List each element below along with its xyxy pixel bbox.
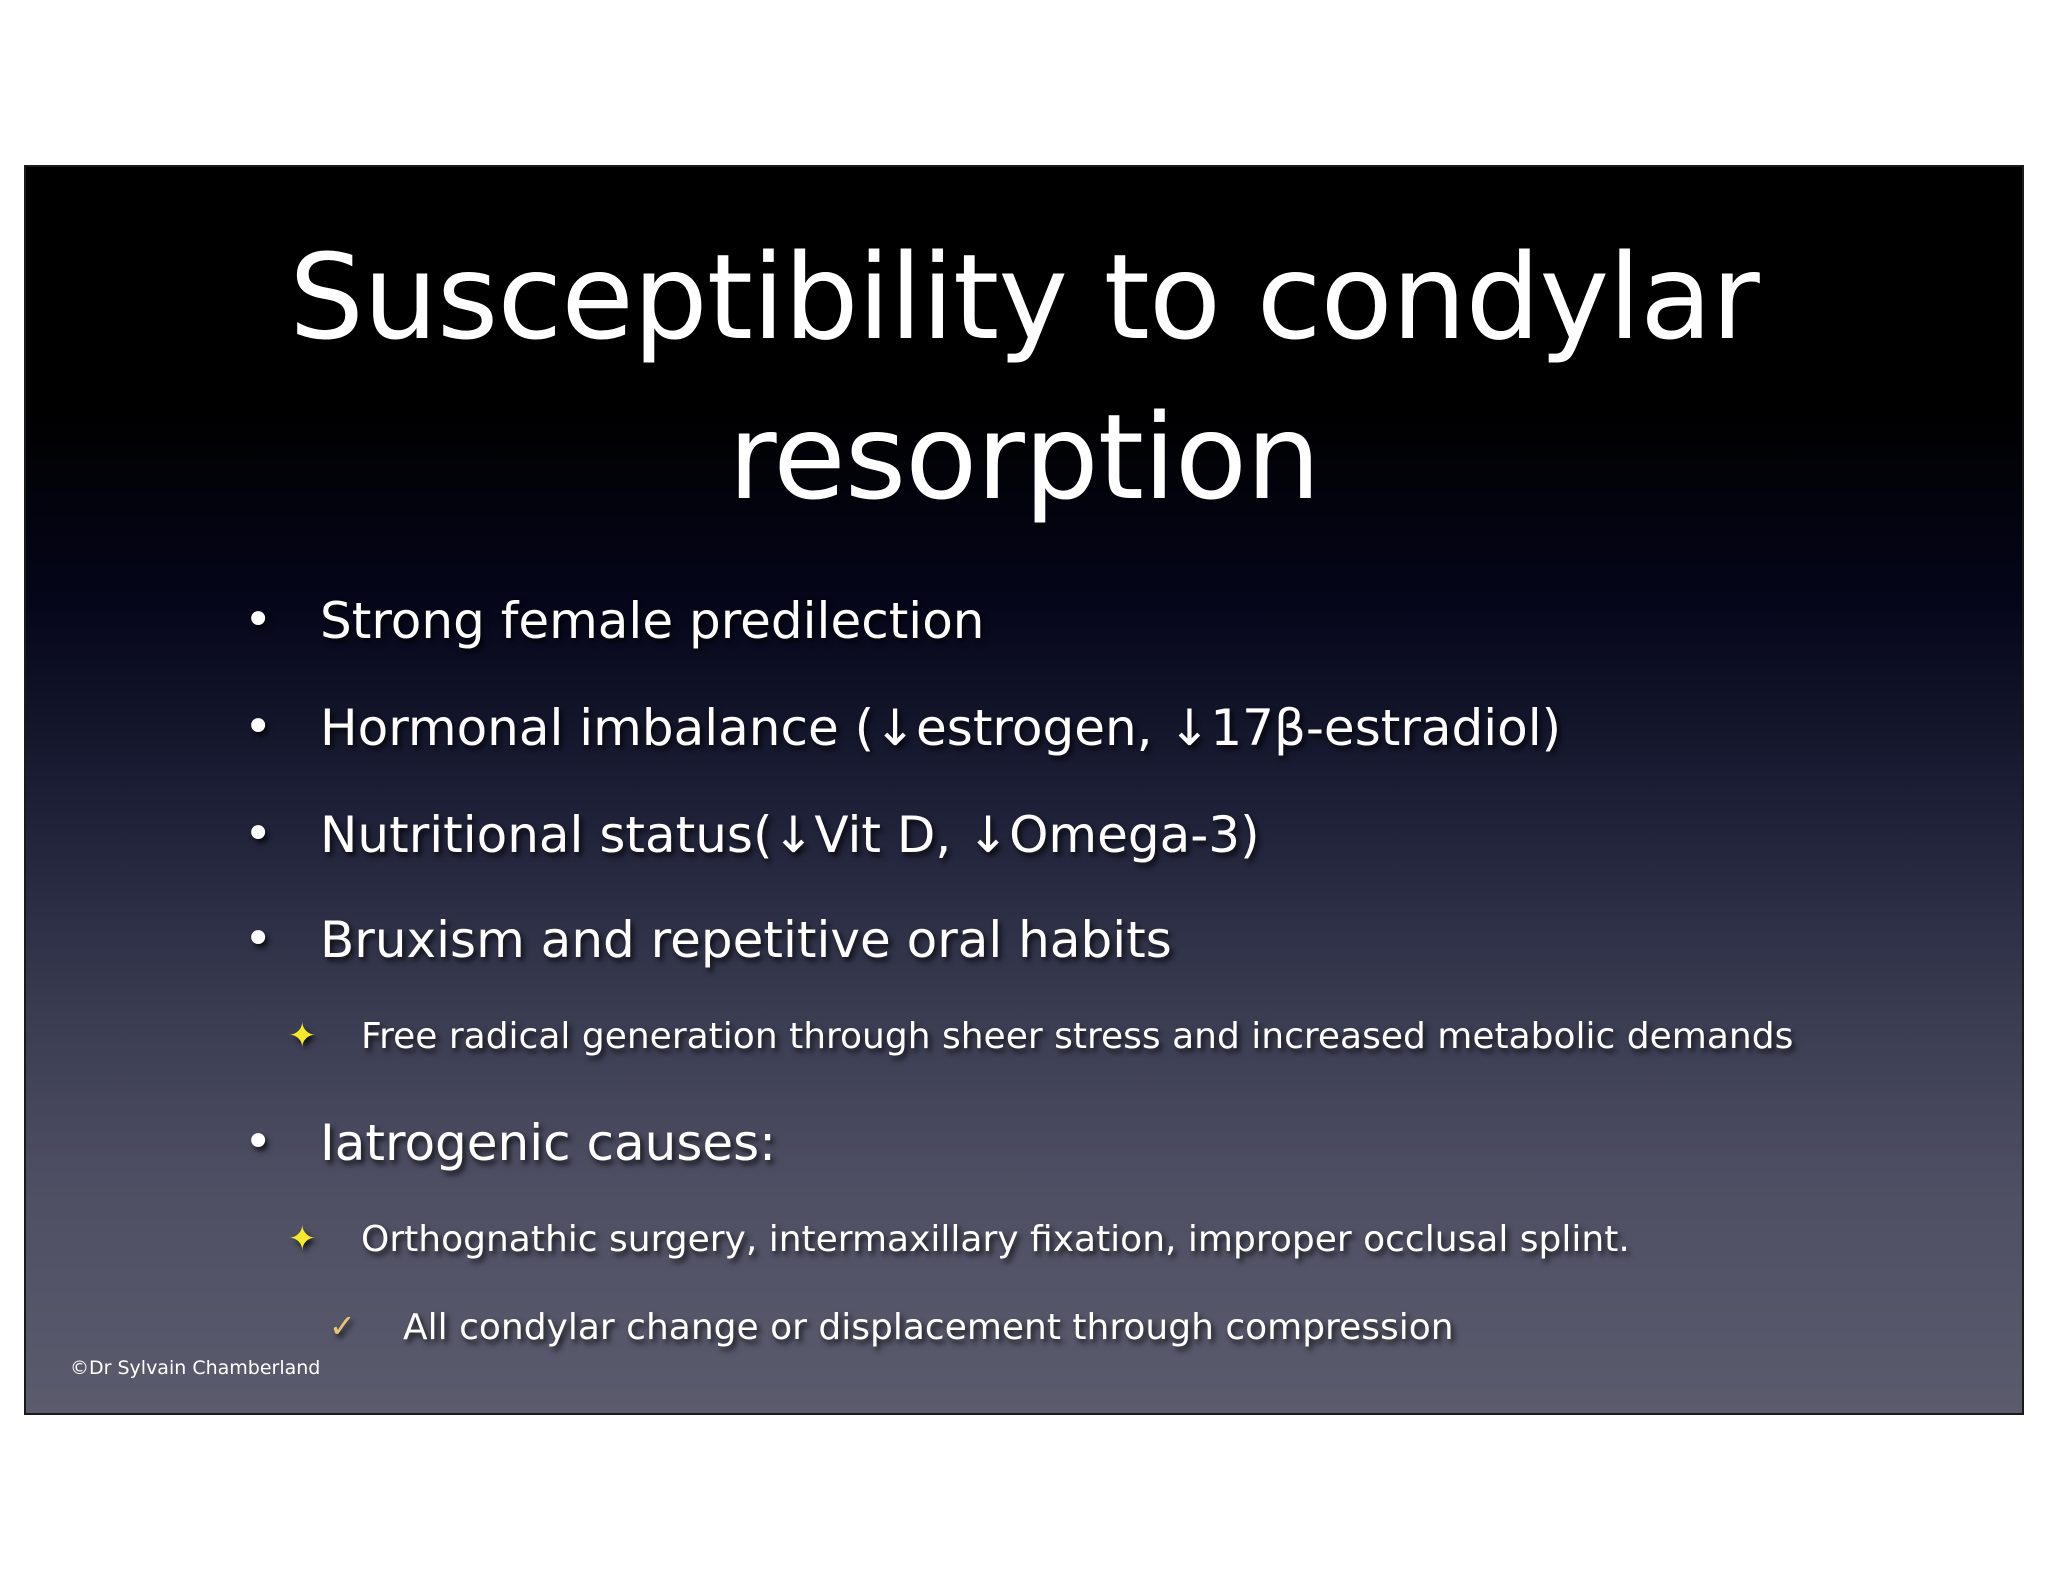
copyright-notice: ©Dr Sylvain Chamberland xyxy=(70,1357,321,1379)
slide xyxy=(24,165,2024,1415)
star-bullet-icon: ✦ xyxy=(288,1016,317,1056)
bullet-dot-icon: • xyxy=(244,699,273,755)
star-bullet-icon: ✦ xyxy=(288,1219,317,1259)
slide-title xyxy=(26,217,2022,537)
bullet-dot-icon: • xyxy=(244,911,273,967)
bullet-text: Bruxism and repetitive oral habits xyxy=(320,911,1172,969)
bullet-dot-icon: • xyxy=(244,1114,273,1170)
bullet-text: Iatrogenic causes: xyxy=(320,1114,777,1172)
title-line-2: resorption xyxy=(728,388,1320,526)
title-line-1: Susceptibility to condylar xyxy=(289,228,1759,366)
bullet-text: Strong female predilection xyxy=(320,592,985,650)
bullet-text: Nutritional status(↓Vit D, ↓Omega-3) xyxy=(320,806,1260,864)
bullet-dot-icon: • xyxy=(244,592,273,648)
checkmark-icon: ✓ xyxy=(329,1307,356,1345)
sub-bullet-text: Free radical generation through sheer stress and increased metabolic demands xyxy=(361,1016,1794,1057)
sub-bullet-text: Orthognathic surgery, intermaxillary fixation, improper occlusal splint. xyxy=(361,1219,1630,1260)
bullet-dot-icon: • xyxy=(244,806,273,862)
sub-sub-bullet-text: All condylar change or displacement through compression xyxy=(403,1307,1454,1348)
bullet-text: Hormonal imbalance (↓estrogen, ↓17β-estradiol) xyxy=(320,699,1562,757)
